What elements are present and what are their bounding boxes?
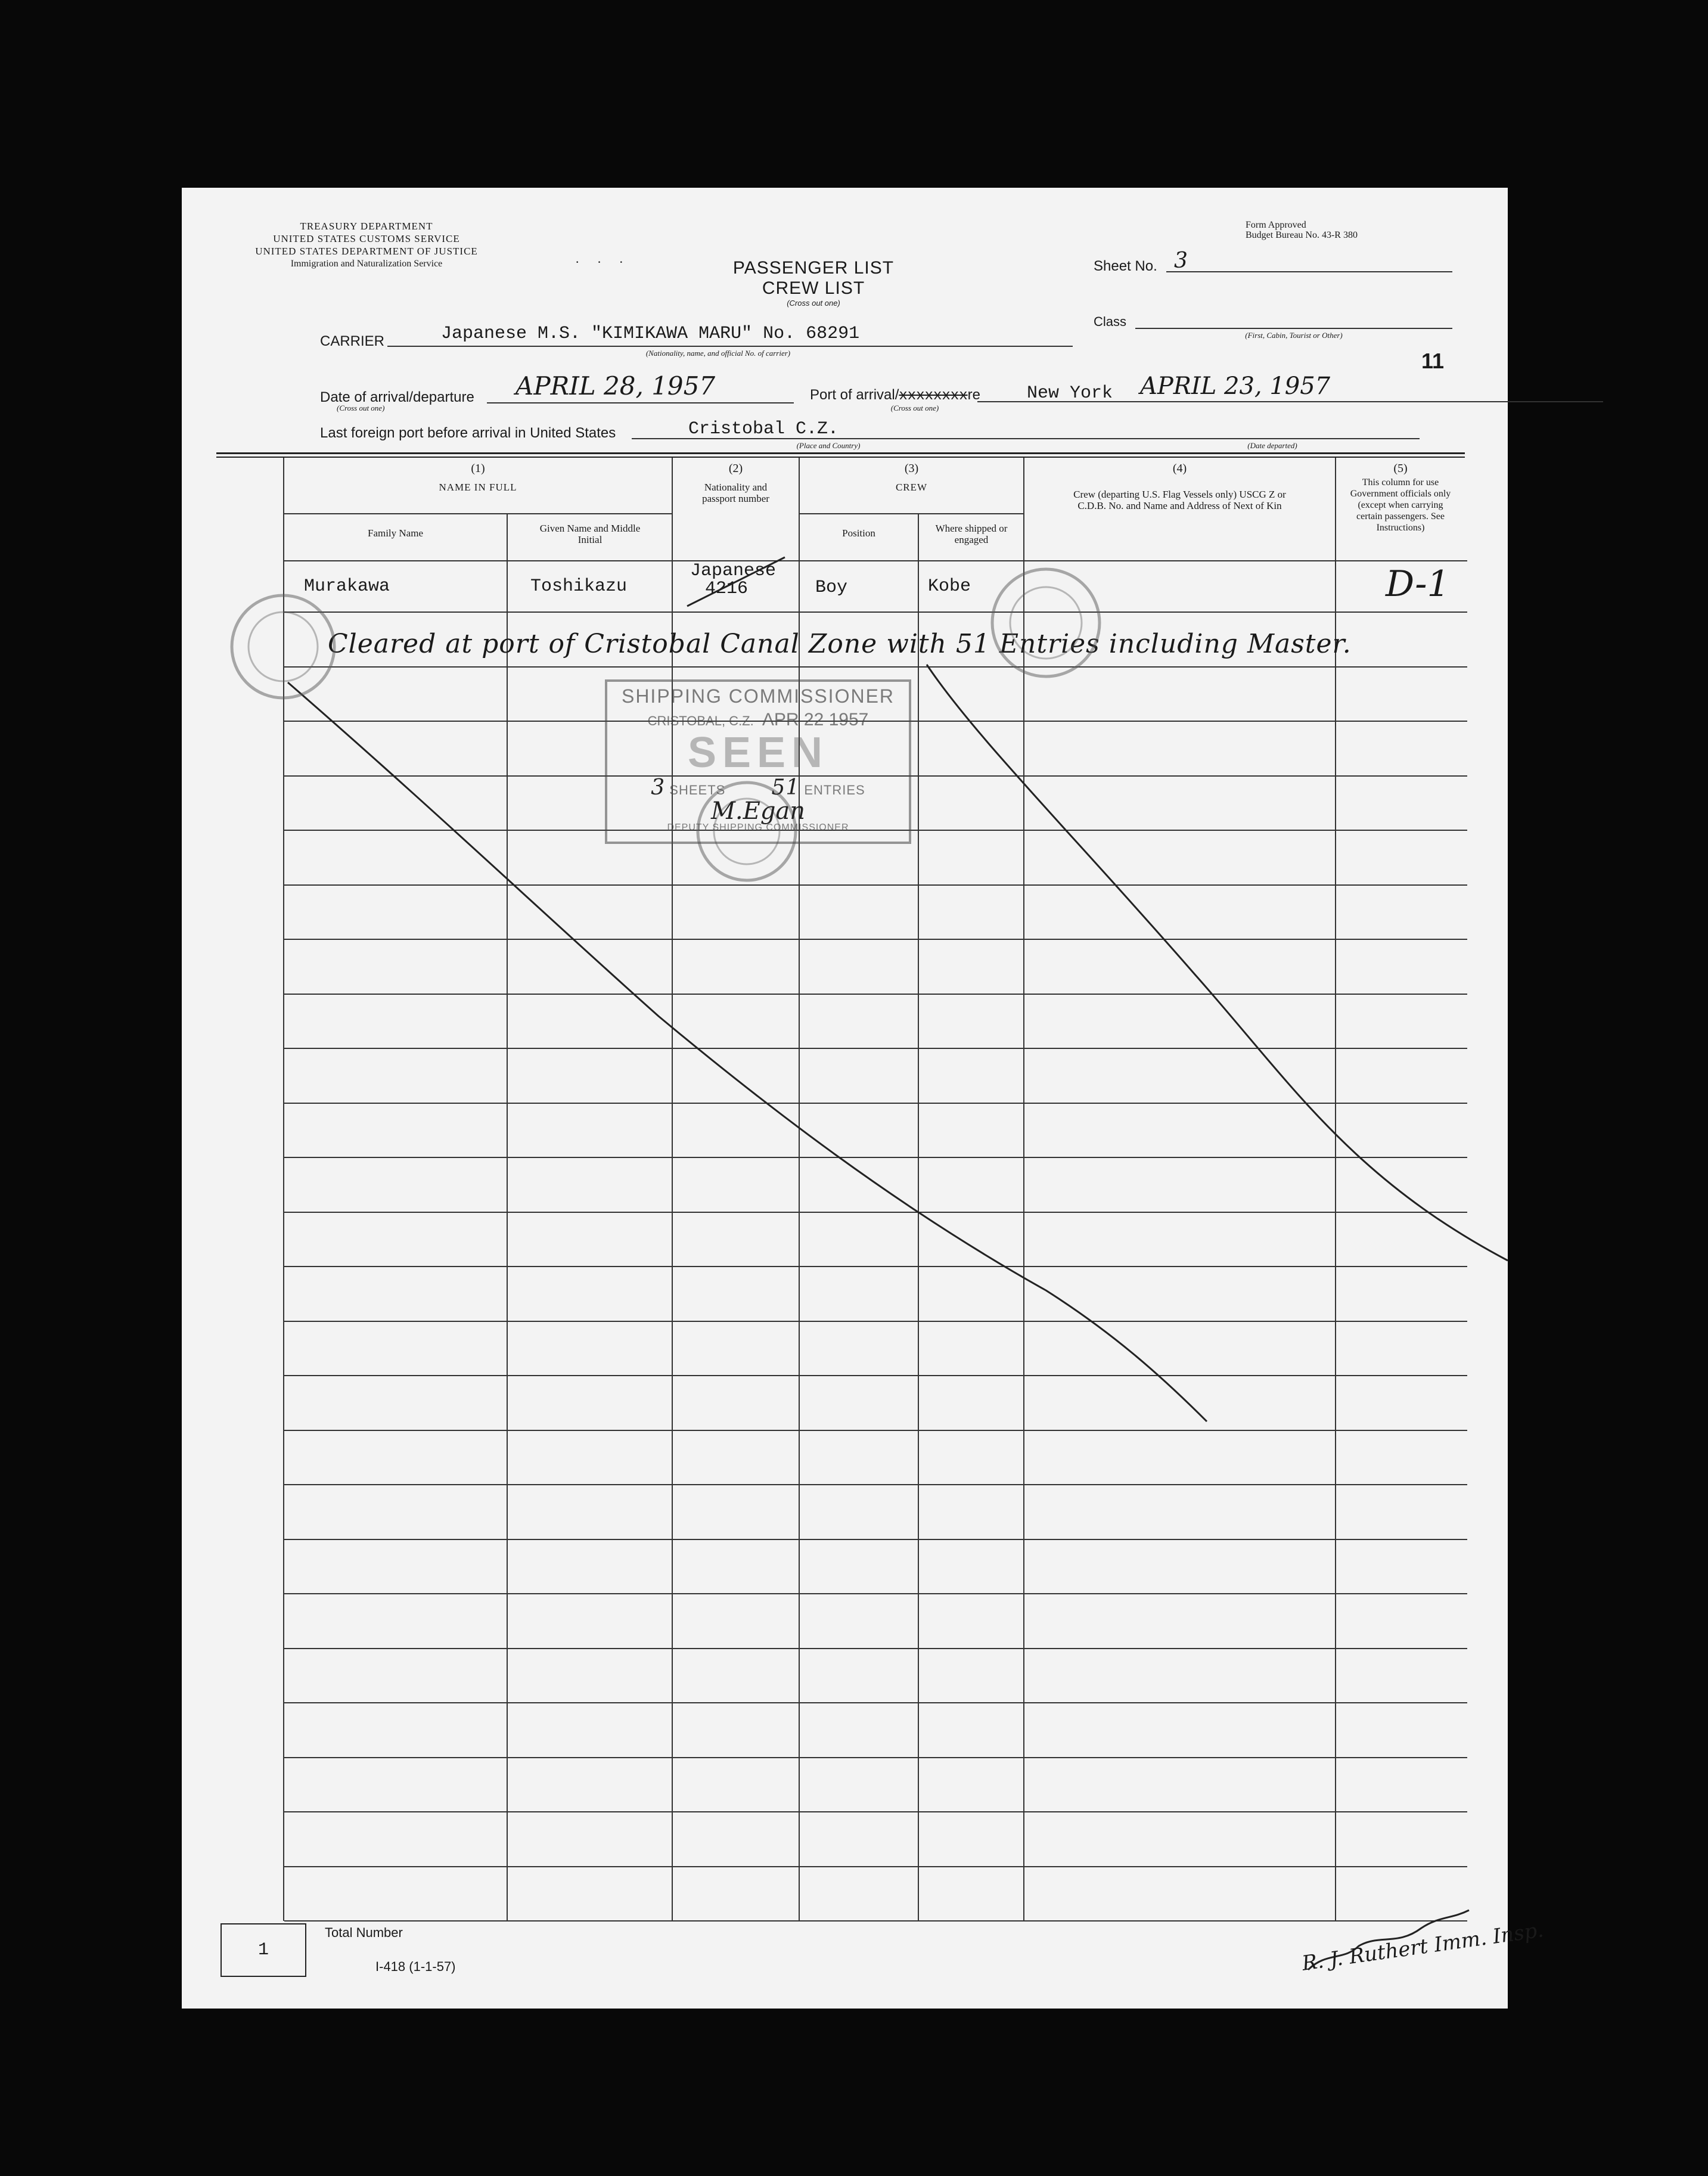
agency-line-2: UNITED STATES CUSTOMS SERVICE (273, 233, 460, 244)
row1-position: Boy (815, 578, 848, 598)
stamp-signature: M.Egan (710, 797, 806, 825)
col1a-header: Family Name (367, 527, 423, 539)
sheet-label: Sheet No. (1094, 258, 1157, 274)
col2-number: (2) (728, 462, 743, 475)
date-departed-caption: (Date departed) (1247, 441, 1297, 450)
shipping-commissioner-stamp (605, 679, 911, 844)
stamp-sheets-label: SHEETS (669, 783, 726, 797)
col5-title: This column for use Government officials only (except when carrying certain passengers. See Instructions) (1350, 477, 1451, 533)
col3-number: (3) (904, 462, 919, 475)
agency-line-4: Immigration and Naturalization Service (290, 259, 443, 269)
stamp-place-date (607, 710, 909, 730)
row1-family-name: Murakawa (304, 576, 390, 597)
port-stamp-right (992, 569, 1100, 676)
stamp-place: CRISTOBAL, C.Z. (647, 713, 754, 728)
last-port-value: Cristobal C.Z. (688, 419, 839, 439)
total-number-label: Total Number (325, 1925, 403, 1940)
table-rules-and-marks (182, 188, 1508, 2009)
col4-number: (4) (1172, 462, 1187, 475)
date-caption: (Cross out one) (337, 403, 385, 412)
agency-line-3: UNITED STATES DEPARTMENT OF JUSTICE (255, 246, 478, 257)
form-approved-text: Form Approved (1246, 220, 1306, 230)
date-value: APRIL 28, 1957 (515, 371, 716, 401)
date-label: Date of arrival/departure (320, 389, 474, 405)
last-port-caption: (Place and Country) (796, 441, 861, 450)
stamp-seen: SEEN (687, 729, 829, 777)
carrier-caption: (Nationality, name, and official No. of carrier) (645, 349, 791, 358)
budget-bureau-text: Budget Bureau No. 43-R 380 (1246, 230, 1358, 240)
col3-title: CREW (895, 482, 928, 493)
last-port-label: Last foreign port before arrival in United States (320, 425, 616, 441)
crew-list-title: CREW LIST (762, 278, 865, 298)
col4-title: Crew (departing U.S. Flag Vessels only) USCG Z or C.D.B. No. and Name and Address of Next of Kin (1073, 489, 1286, 511)
port-caption: (Cross out one) (890, 403, 939, 412)
port-stamp-left (232, 595, 334, 698)
row1-nationality: Japanese (690, 561, 777, 581)
port-label-struck: xxxxxxxx (899, 388, 968, 404)
inspector-signature: R. J. Ruthert Imm. Insp. (1300, 1918, 1545, 1976)
port-date-value: APRIL 23, 1957 (1140, 373, 1331, 400)
col1-number: (1) (471, 462, 485, 475)
title-cross-out-caption: (Cross out one) (787, 299, 840, 308)
stamp-date: APR 22 1957 (762, 710, 869, 730)
crew-list-form (182, 188, 1545, 2009)
col1b-header: Given Name and Middle Initial (539, 523, 641, 545)
stamp-counts (607, 775, 909, 800)
carrier-value: Japanese M.S. "KIMIKAWA MARU" No. 68291 (441, 324, 860, 344)
sheet-number: 3 (1174, 249, 1188, 273)
stamp-officer: DEPUTY SHIPPING COMMISSIONER (667, 822, 849, 833)
clearance-annotation: Cleared at port of Cristobal Canal Zone with 51 Entries including Master. (328, 629, 1352, 659)
row1-shipped-at: Kobe (928, 576, 971, 597)
col2-title: Nationality and passport number (702, 482, 769, 504)
unused-rows-strike-right (927, 665, 1508, 1261)
row1-passport: 4216 (705, 579, 749, 599)
passport-strike (687, 557, 785, 606)
row1-given-name: Toshikazu (530, 576, 628, 597)
col5-number: (5) (1393, 462, 1408, 475)
class-label: Class (1094, 314, 1127, 329)
form-number: I-418 (1-1-57) (375, 1959, 456, 1974)
col1-title: NAME IN FULL (439, 482, 517, 493)
carrier-label: CARRIER (320, 333, 385, 349)
row1-official-mark: D-1 (1386, 563, 1450, 605)
total-number-box (221, 1923, 306, 1977)
col3b-header: Where shipped or engaged (935, 523, 1008, 545)
header-dots: · · · (575, 254, 631, 269)
port-label-text: Port of arrival/ (810, 387, 899, 403)
stamp-sheets-num: 3 (651, 775, 666, 800)
agency-line-1: TREASURY DEPARTMENT (300, 221, 433, 232)
stamp-entries-num: 51 (771, 775, 800, 800)
stamp-entries-label: ENTRIES (804, 783, 865, 797)
stamp-title: SHIPPING COMMISSIONER (621, 685, 895, 707)
passenger-list-title: PASSENGER LIST (732, 258, 895, 278)
port-value: New York (1027, 383, 1113, 403)
total-number-value: 1 (257, 1940, 269, 1960)
col3a-header: Position (842, 527, 875, 539)
port-label-suffix: re (967, 387, 980, 403)
page-number: 11 (1421, 349, 1445, 373)
class-caption: (First, Cabin, Tourist or Other) (1245, 331, 1343, 340)
